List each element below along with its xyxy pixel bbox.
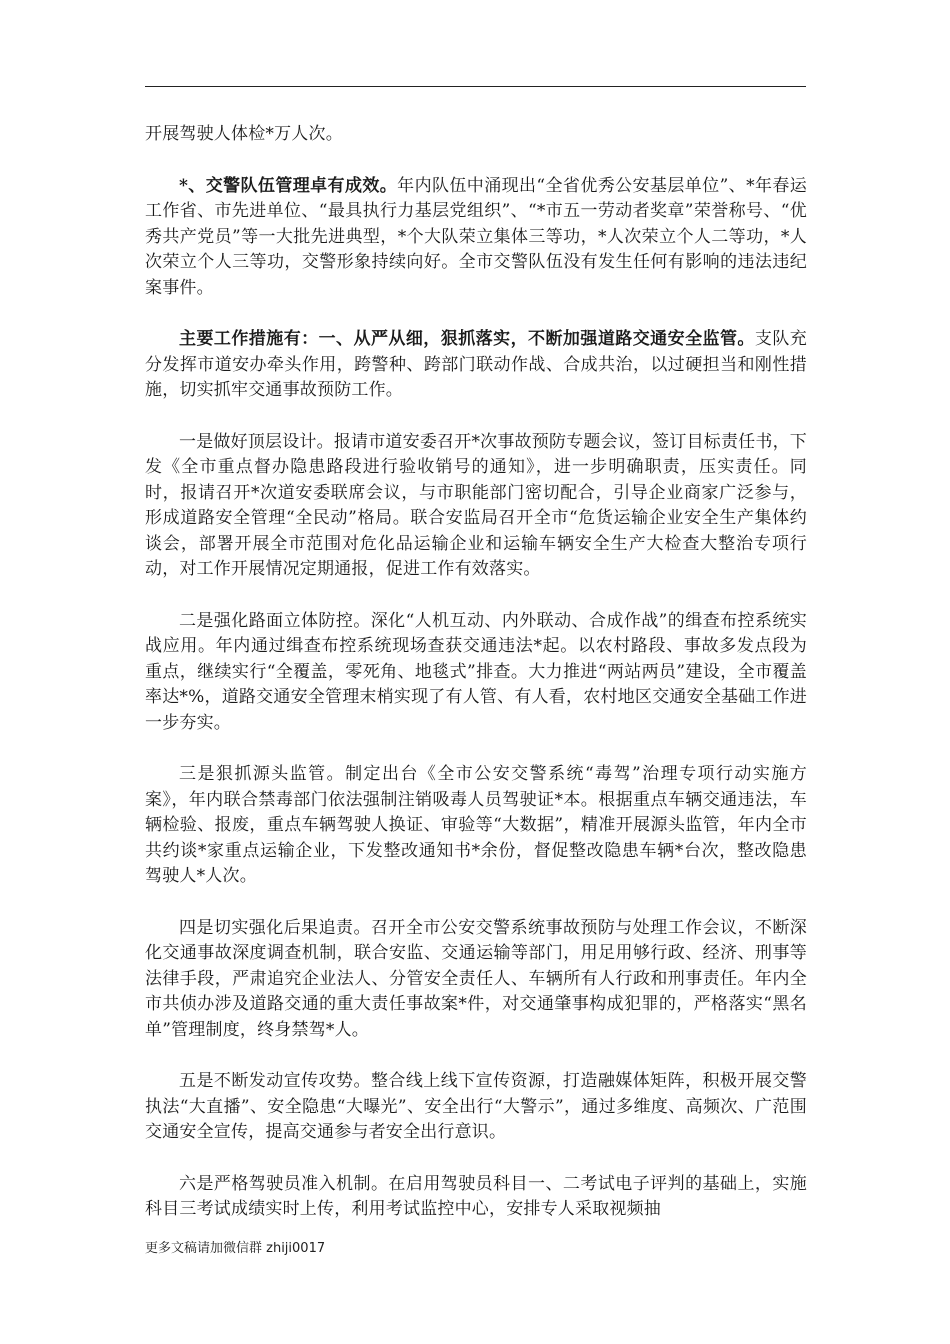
paragraph-item-2 bbox=[145, 609, 807, 737]
paragraph-main-measures bbox=[145, 327, 807, 404]
paragraph-item-5 bbox=[145, 1069, 807, 1146]
document-body bbox=[145, 122, 807, 1249]
paragraph-text: 五是不断发动宣传攻势。整合线上线下宣传资源，打造融媒体矩阵，积极开展交警执法“大直播”、安全隐患“大曝光”、安全出行“大警示”，通过多维度、高频次、广范围交通安全宣传，提高交通参与者安全出行意识。 bbox=[145, 1071, 807, 1142]
paragraph-text: 开展驾驶人体检*万人次。 bbox=[145, 124, 343, 144]
page-footer: 更多文稿请加微信群 zhiji0017 bbox=[145, 1241, 326, 1256]
paragraph-text: 六是严格驾驶员准入机制。在启用驾驶员科目一、二考试电子评判的基础上，实施科目三考试成绩实时上传，利用考试监控中心，安排专人采取视频抽 bbox=[145, 1173, 807, 1219]
paragraph-text: 二是强化路面立体防控。深化“人机互动、内外联动、合成作战”的缉查布控系统实战应用。年内通过缉查布控系统现场查获交通违法*起。以农村路段、事故多发点段为重点，继续实行“全覆盖，零死角、地毯式”排查。大力推进“两站两员”建设，全市覆盖率达*%，道路交通安全管理末梢实现了有人管、有人看，农村地区交通安全基础工作进一步夯实。 bbox=[145, 610, 807, 733]
paragraph-heading: *、交警队伍管理卓有成效。 bbox=[179, 175, 398, 196]
paragraph-text: 年内队伍中涌现出“全省优秀公安基层单位”、*年春运工作省、市先进单位、“最具执行力基层党组织”、“*市五一劳动者奖章”荣誉称号、“优秀共产党员”等一大批先进典型，*个大队荣立集体三等功，*人次荣立个人二等功，*人次荣立个人三等功，交警形象持续向好。全市交警队伍没有发生任何有影响的违法违纪案事件。 bbox=[145, 175, 807, 298]
paragraph-item-4 bbox=[145, 916, 807, 1044]
paragraph-continued bbox=[145, 122, 807, 148]
paragraph-item-3 bbox=[145, 762, 807, 890]
paragraph-item-6 bbox=[145, 1172, 807, 1223]
paragraph-item-1 bbox=[145, 430, 807, 583]
header-rule bbox=[145, 86, 806, 87]
paragraph-text: 四是切实强化后果追责。召开全市公安交警系统事故预防与处理工作会议，不断深化交通事故深度调查机制，联合安监、交通运输等部门，用足用够行政、经济、刑事等法律手段，严肃追究企业法人、分管安全责任人、车辆所有人行政和刑事责任。年内全市共侦办涉及道路交通的重大责任事故案*件，对交通肇事构成犯罪的，严格落实“黑名单”管理制度，终身禁驾*人。 bbox=[145, 917, 807, 1040]
paragraph-team-management bbox=[145, 174, 807, 302]
paragraph-text: 一是做好顶层设计。报请市道安委召开*次事故预防专题会议，签订目标责任书，下发《全市重点督办隐患路段进行验收销号的通知》，进一步明确职责，压实责任。同时，报请召开*次道安委联席会议，与市职能部门密切配合，引导企业商家广泛参与，形成道路安全管理“全民动”格局。联合安监局召开全市“危货运输企业安全生产集体约谈会，部署开展全市范围对危化品运输企业和运输车辆安全生产大检查大整治专项行动，对工作开展情况定期通报，促进工作有效落实。 bbox=[145, 431, 807, 579]
paragraph-text: 支队充分发挥市道安办牵头作用，跨警种、跨部门联动作战、合成共治，以过硬担当和刚性措施，切实抓牢交通事故预防工作。 bbox=[145, 329, 807, 400]
paragraph-heading: 主要工作措施有：一、从严从细，狠抓落实，不断加强道路交通安全监管。 bbox=[179, 329, 755, 349]
paragraph-text: 三是狠抓源头监管。制定出台《全市公安交警系统“毒驾”治理专项行动实施方案》，年内联合禁毒部门依法强制注销吸毒人员驾驶证*本。根据重点车辆交通违法，车辆检验、报废，重点车辆驾驶人换证、审验等“大数据”，精准开展源头监管，年内全市共约谈*家重点运输企业，下发整改通知书*余份，督促整改隐患车辆*台次，整改隐患驾驶人*人次。 bbox=[145, 764, 807, 886]
